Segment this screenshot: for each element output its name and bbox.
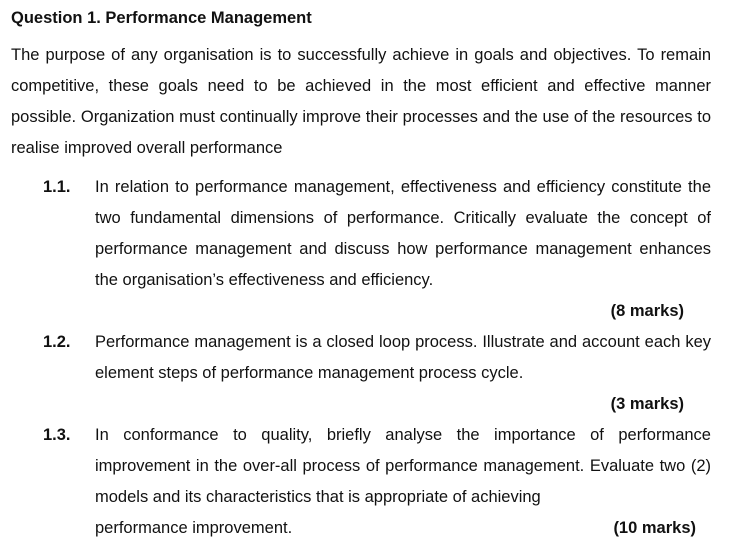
question-text: Performance management is a closed loop process. Illustrate and account each key element steps of performance management process cycle. xyxy=(95,333,711,382)
question-marks: (10 marks) xyxy=(613,519,696,537)
question-text: In relation to performance management, effectiveness and efficiency constitute the two fundamental dimensions of performance. Critically evaluate the concept of performance management and discuss how performance management enhances the organisation’s effectiveness and efficiency. xyxy=(95,178,711,289)
question-marks: (8 marks) xyxy=(610,302,684,320)
question-text: In conformance to quality, briefly analyse the importance of performance improvement in the over-all process of performance management. Evaluate two (2) models and its characteristics that is appropriate of achieving xyxy=(95,426,711,506)
question-number: 1.1. xyxy=(43,178,71,196)
question-1-3 xyxy=(43,420,711,544)
question-heading: Question 1. Performance Management xyxy=(11,9,312,27)
question-marks: (3 marks) xyxy=(610,395,684,413)
question-1-2 xyxy=(43,327,711,420)
question-text-last-line: performance improvement. xyxy=(95,519,293,537)
question-number: 1.3. xyxy=(43,426,71,444)
question-1-1 xyxy=(43,172,711,327)
question-last-line xyxy=(95,513,711,544)
question-number: 1.2. xyxy=(43,333,71,351)
intro-paragraph: The purpose of any organisation is to successfully achieve in goals and objectives. To remain competitive, these goals need to be achieved in the most efficient and effective manner possible. Organization must continually improve their processes and the use of the resources to realise improved overall performance xyxy=(11,46,711,157)
